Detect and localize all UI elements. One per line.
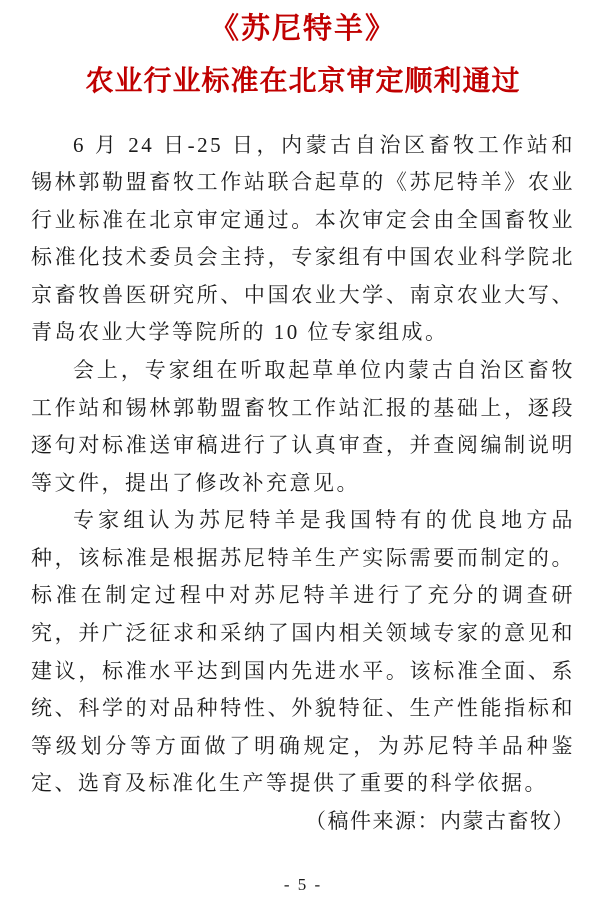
body-paragraph-2: 会上，专家组在听取起草单位内蒙古自治区畜牧工作站和锡林郭勒盟畜牧工作站汇报的基础上，逐段逐句对标准送审稿进行了认真审查，并查阅编制说明等文件，提出了修改补充意见。 — [31, 358, 575, 495]
page-number: - 5 - — [283, 875, 323, 894]
article-body — [31, 127, 575, 841]
body-paragraph-3: 专家组认为苏尼特羊是我国特有的优良地方品种，该标准是根据苏尼特羊生产实际需要而制定的。标准在制定过程中对苏尼特羊进行了充分的调查研究，并广泛征求和采纳了国内相关领域专家的意见和建议，标准水平达到国内先进水平。该标准全面、系统、科学的对品种特性、外貌特征、生产性能指标和等级划分等方面做了明确规定，为苏尼特羊品种鉴定、选育及标准化生产等提供了重要的科学依据。 — [31, 508, 575, 796]
source-attribution: （稿件来源：内蒙古畜牧） — [305, 808, 575, 833]
article-subtitle: 农业行业标准在北京审定顺利通过 — [85, 66, 521, 98]
article-title: 《苏尼特羊》 — [209, 13, 396, 45]
body-paragraph-1: 6 月 24 日-25 日，内蒙古自治区畜牧工作站和锡林郭勒盟畜牧工作站联合起草的《苏尼特羊》农业行业标准在北京审定通过。本次审定会由全国畜牧业标准化技术委员会主持，专家组有中国农业科学院北京畜牧兽医研究所、中国农业大学、南京农业大写、青岛农业大学等院所的 10 位专家组成。 — [31, 132, 575, 345]
